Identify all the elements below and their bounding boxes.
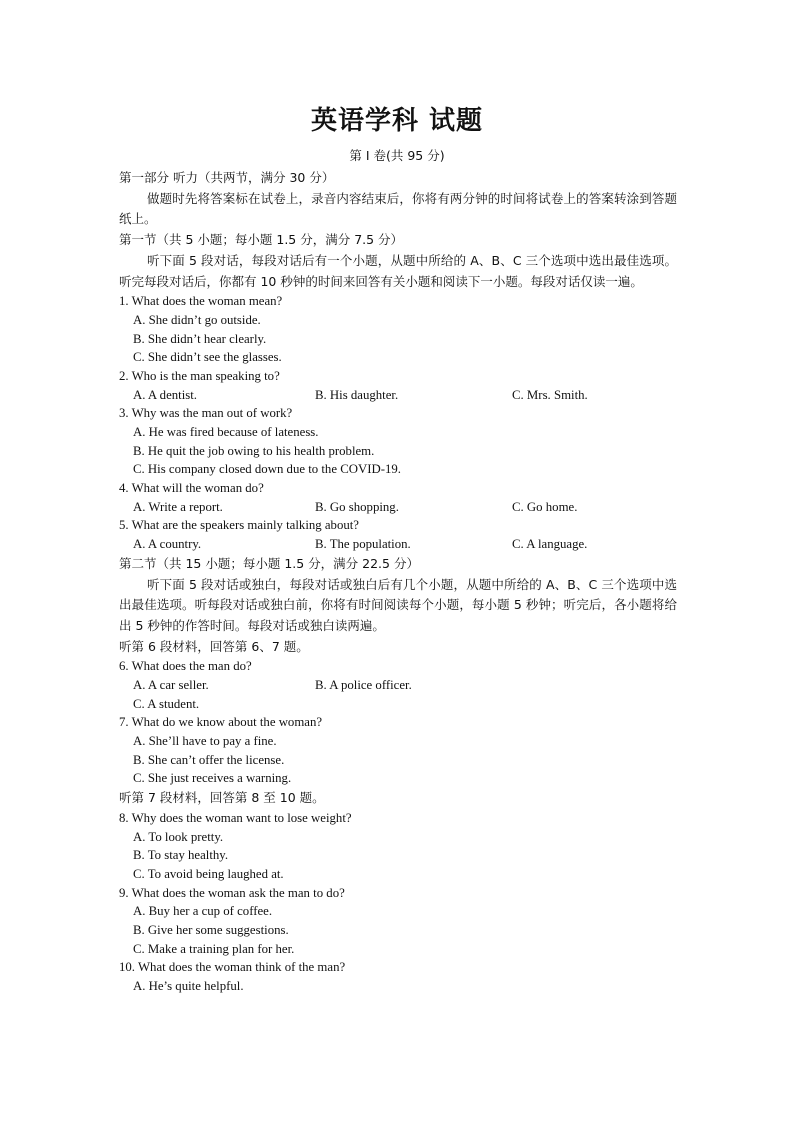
q6-option-b: B. A police officer. (315, 678, 412, 693)
material-6-label: 听第 6 段材料，回答第 6、7 题。 (119, 638, 309, 654)
question-3: 3. Why was the man out of work? (119, 406, 293, 421)
section1-instructions: 听下面 5 段对话，每段对话后有一个小题，从题中所给的 A、B、C 三个选项中选出最佳选项。听完每段对话后，你都有 10 秒钟的时间来回答有关小题和阅读下一小题。每段对话仅读一遍。 (119, 252, 677, 289)
section2-instructions: 听下面 5 段对话或独白，每段对话或独白后有几个小题，从题中所给的 A、B、C 三个选项中选出最佳选项。听每段对话或独白前，你将有时间阅读每个小题，每小题 5 秒钟；听完后，各小题将给出 5 秒钟的作答时间。每段对话或独白读两遍。 (119, 576, 677, 633)
question-5: 5. What are the speakers mainly talking about? (119, 518, 359, 533)
q2-option-a: A. A dentist. (133, 387, 197, 402)
section2-heading: 第二节（共 15 小题；每小题 1.5 分，满分 22.5 分） (119, 555, 419, 571)
question-10: 10. What does the woman think of the man? (119, 960, 346, 975)
q2-option-c: C. Mrs. Smith. (512, 387, 588, 402)
question-4: 4. What will the woman do? (119, 481, 264, 496)
q9-option-b: B. Give her some suggestions. (133, 923, 289, 937)
q1-option-c: C. She didn’t see the glasses. (133, 350, 282, 365)
material-7-label: 听第 7 段材料，回答第 8 至 10 题。 (119, 790, 325, 806)
q2-option-b: B. His daughter. (315, 387, 399, 402)
q8-option-c: C. To avoid being laughed at. (133, 866, 284, 881)
q2-options (119, 386, 677, 405)
exam-body (119, 168, 677, 996)
q6-option-a: A. A car seller. (133, 678, 209, 693)
section1-heading: 第一节（共 5 小题；每小题 1.5 分，满分 7.5 分） (119, 232, 404, 248)
q6-options (119, 676, 677, 695)
question-1: 1. What does the woman mean? (119, 294, 283, 309)
q7-option-c: C. She just receives a warning. (133, 771, 292, 786)
page-subtitle: 第 I 卷(共 95 分) (349, 148, 445, 163)
q5-option-c: C. A language. (512, 537, 588, 552)
q5-option-a: A. A country. (133, 537, 202, 552)
question-6: 6. What does the man do? (119, 659, 252, 674)
q10-option-a: A. He’s quite helpful. (133, 979, 244, 994)
question-8: 8. Why does the woman want to lose weight? (119, 810, 352, 825)
q4-option-b: B. Go shopping. (315, 499, 399, 514)
q9-option-c: C. Make a training plan for her. (133, 941, 295, 956)
page-title: 英语学科 试题 (310, 106, 484, 136)
q4-option-a: A. Write a report. (133, 499, 223, 514)
q4-options (119, 498, 677, 517)
part1-instructions: 做题时先将答案标在试卷上，录音内容结束后，你将有两分钟的时间将试卷上的答案转涂到答题纸上。 (119, 190, 677, 227)
q6-option-c: C. A student. (133, 696, 200, 711)
q3-option-a: A. He was fired because of lateness. (133, 425, 319, 440)
q8-option-a: A. To look pretty. (133, 829, 224, 844)
part1-heading: 第一部分 听力（共两节，满分 30 分） (119, 170, 335, 185)
q8-option-b: B. To stay healthy. (133, 848, 229, 863)
q7-option-a: A. She’ll have to pay a fine. (133, 734, 277, 749)
q1-option-b: B. She didn’t hear clearly. (133, 331, 267, 346)
q4-option-c: C. Go home. (512, 499, 578, 514)
q9-option-a: A. Buy her a cup of coffee. (133, 904, 273, 919)
q3-option-b: B. He quit the job owing to his health problem. (133, 443, 375, 458)
q5-option-b: B. The population. (315, 537, 411, 552)
q1-option-a: A. She didn’t go outside. (133, 312, 261, 327)
question-7: 7. What do we know about the woman? (119, 715, 323, 730)
question-9: 9. What does the woman ask the man to do? (119, 885, 345, 900)
q3-option-c: C. His company closed down due to the COVID-19. (133, 462, 401, 477)
q7-option-b: B. She can’t offer the license. (133, 752, 285, 767)
q5-options (119, 535, 677, 554)
question-2: 2. Who is the man speaking to? (119, 368, 280, 383)
